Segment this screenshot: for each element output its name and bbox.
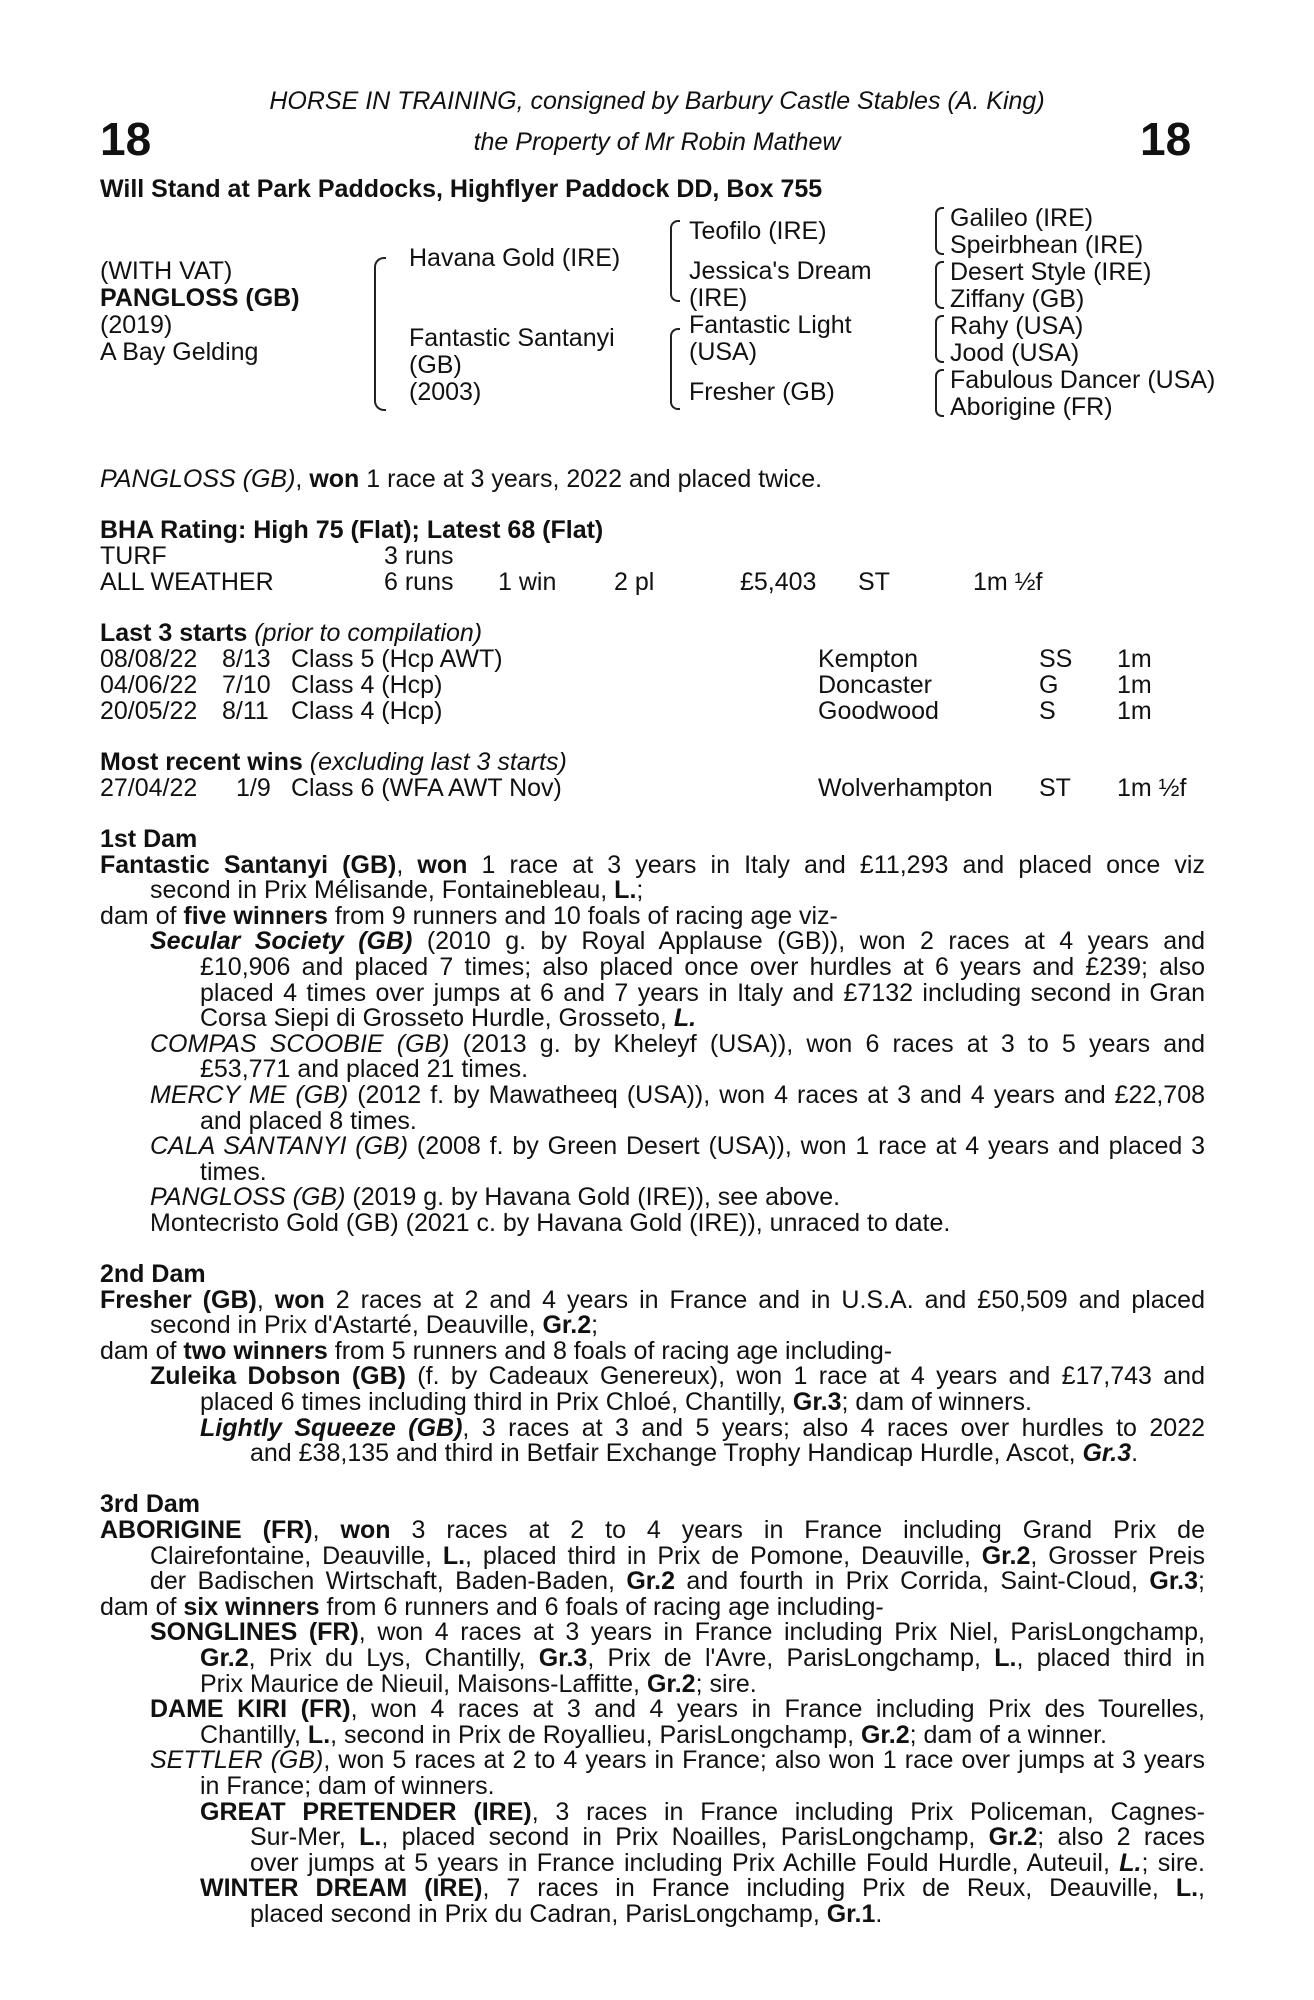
dam-1-line: Fantastic Santanyi (GB), won 1 race at 3 years in Italy and £11,293 and placed once viz	[100, 850, 1205, 879]
progeny-line: CALA SANTANYI (GB) (2008 f. by Green Desert (USA)), won 1 race at 4 years and placed 3	[150, 1132, 1206, 1161]
progeny-line: Sur-Mer, L., placed second in Prix Noailles, ParisLongchamp, Gr.2; also 2 races	[250, 1823, 1206, 1852]
pedigree-brace-3a	[935, 207, 944, 255]
start-distance: 1m	[1117, 645, 1152, 673]
stabling-line: Will Stand at Park Paddocks, Highflyer Paddock DD, Box 755	[100, 175, 823, 203]
pedigree-sire-dam-line-1: Jessica's Dream	[689, 257, 872, 285]
dam-3-line: ABORIGINE (FR), won 3 races at 2 to 4 years in France including Grand Prix de	[100, 1516, 1205, 1545]
pedigree-g3-3: Desert Style (IRE)	[950, 258, 1152, 286]
win-class: Class 6 (WFA AWT Nov)	[291, 774, 562, 802]
last-starts-heading: Last 3 starts (prior to compilation)	[100, 619, 483, 647]
progeny-line: Chantilly, L., second in Prix de Royallieu, ParisLongchamp, Gr.2; dam of a winner.	[200, 1720, 1107, 1749]
progeny-line: Prix Maurice de Nieuil, Maisons-Laffitte, Gr.2; sire.	[200, 1669, 757, 1698]
dam-3-line: Clairefontaine, Deauville, L., placed third in Prix de Pomone, Deauville, Gr.2, Grosser Preis	[150, 1541, 1205, 1570]
progeny-line: and £38,135 and third in Betfair Exchange Trophy Handicap Hurdle, Ascot, Gr.3.	[250, 1439, 1139, 1468]
dam-3-line: der Badischen Wirtschaft, Baden-Baden, Gr.2 and fourth in Prix Corrida, Saint-Cloud, Gr.3;	[150, 1567, 1205, 1596]
lot-number-right: 18	[1140, 113, 1192, 165]
start-going: G	[1039, 671, 1059, 699]
progeny-line: and placed 8 times.	[200, 1106, 417, 1135]
progeny-line: £10,906 and placed 7 times; also placed once over hurdles at 6 years and £239; also	[200, 952, 1205, 981]
progeny-line: Montecristo Gold (GB) (2021 c. by Havana Gold (IRE)), unraced to date.	[150, 1208, 951, 1237]
win-course: Wolverhampton	[818, 774, 993, 802]
horse-name: PANGLOSS (GB)	[100, 284, 300, 312]
progeny-line: GREAT PRETENDER (IRE), 3 races in France including Prix Policeman, Cagnes-	[200, 1797, 1205, 1826]
pedigree-sire-dam-line-2: (IRE)	[689, 284, 748, 312]
start-going: SS	[1039, 645, 1073, 673]
start-date: 04/06/22	[100, 671, 198, 699]
recent-wins-heading: Most recent wins (excluding last 3 starts)	[100, 748, 567, 776]
progeny-line: in France; dam of winners.	[200, 1771, 495, 1800]
horse-description: A Bay Gelding	[100, 338, 259, 366]
progeny-line: placed second in Prix du Cadran, ParisLongchamp, Gr.1.	[250, 1899, 883, 1928]
pedigree-sire-sire: Teofilo (IRE)	[689, 217, 827, 245]
record-aw-placed: 2 pl	[614, 568, 655, 596]
progeny-line: DAME KIRI (FR), won 4 races at 3 and 4 years in France including Prix des Tourelles,	[150, 1695, 1205, 1724]
progeny-line: Secular Society (GB) (2010 g. by Royal Applause (GB)), won 2 races at 4 years and	[150, 927, 1205, 956]
start-course: Doncaster	[818, 671, 932, 699]
dam-3-heading: 3rd Dam	[100, 1490, 201, 1519]
pedigree-sire: Havana Gold (IRE)	[409, 244, 621, 272]
pedigree-dam-line-2: (GB)	[409, 351, 462, 379]
pedigree-dam-sire-line-1: Fantastic Light	[689, 311, 852, 339]
consignor-line: HORSE IN TRAINING, consigned by Barbury Castle Stables (A. King)	[269, 87, 1045, 115]
progeny-line: Zuleika Dobson (GB) (f. by Cadeaux Genereux), won 1 race at 4 years and £17,743 and	[150, 1362, 1205, 1391]
record-aw-wins: 1 win	[498, 568, 557, 596]
win-going: ST	[1039, 774, 1071, 802]
start-position: 7/10	[222, 671, 271, 699]
pedigree-brace-1	[374, 257, 386, 411]
horse-year: (2019)	[100, 311, 173, 339]
dams-section	[100, 827, 1205, 1928]
start-class: Class 4 (Hcp)	[291, 697, 443, 725]
progeny-line: WINTER DREAM (IRE), 7 races in France including Prix de Reux, Deauville, L.,	[200, 1874, 1205, 1903]
record-aw-label: ALL WEATHER	[100, 568, 274, 596]
pedigree-brace-2b	[670, 328, 680, 410]
pedigree-g3-1: Galileo (IRE)	[950, 204, 1094, 232]
start-date: 08/08/22	[100, 645, 198, 673]
progeny-line: Gr.2, Prix du Lys, Chantilly, Gr.3, Prix de l'Avre, ParisLongchamp, L., placed third in	[200, 1644, 1205, 1672]
start-going: S	[1039, 697, 1056, 725]
start-date: 20/05/22	[100, 697, 198, 725]
dam-1-line: second in Prix Mélisande, Fontainebleau, L.;	[150, 876, 644, 905]
progeny-line: placed 6 times including third in Prix Chloé, Chantilly, Gr.3; dam of winners.	[200, 1388, 1032, 1417]
progeny-line: Corsa Siepi di Grosseto Hurdle, Grosseto, L.	[200, 1004, 697, 1033]
progeny-line: £53,771 and placed 21 times.	[200, 1055, 529, 1084]
start-class: Class 5 (Hcp AWT)	[291, 645, 503, 673]
pedigree-brace-2a	[670, 220, 680, 302]
pedigree-g3-4: Ziffany (GB)	[950, 285, 1085, 313]
pedigree-g3-7: Fabulous Dancer (USA)	[950, 366, 1216, 394]
dam-3-line: dam of six winners from 6 runners and 6 foals of racing age including-	[100, 1592, 884, 1621]
pedigree-dam-line-3: (2003)	[409, 378, 482, 406]
start-position: 8/13	[222, 645, 271, 673]
win-position: 1/9	[236, 774, 271, 802]
record-turf-label: TURF	[100, 542, 167, 570]
dam-1-heading: 1st Dam	[100, 825, 198, 853]
progeny-line: over jumps at 5 years in France including Prix Achille Fould Hurdle, Auteuil, L.; sire.	[250, 1848, 1206, 1877]
record-aw-distance: 1m ½f	[973, 568, 1043, 596]
pedigree-brace-3d	[935, 369, 944, 417]
record-aw-going: ST	[858, 568, 890, 596]
progeny-line: Lightly Squeeze (GB), 3 races at 3 and 5 years; also 4 races over hurdles to 2022	[200, 1413, 1205, 1442]
dam-1-line: dam of five winners from 9 runners and 10 foals of racing age viz-	[100, 901, 838, 930]
pedigree-dam-line-1: Fantastic Santanyi	[409, 324, 615, 352]
progeny-line: placed 4 times over jumps at 6 and 7 years in Italy and £7132 including second in Gran	[200, 978, 1205, 1007]
pedigree-g3-2: Speirbhean (IRE)	[950, 231, 1144, 259]
lot-number-left: 18	[100, 113, 152, 165]
pedigree-dam-dam: Fresher (GB)	[689, 378, 835, 406]
win-distance: 1m ½f	[1117, 774, 1187, 802]
progeny-line: COMPAS SCOOBIE (GB) (2013 g. by Kheleyf (USA)), won 6 races at 3 to 5 years and	[150, 1029, 1205, 1058]
pedigree-g3-8: Aborigine (FR)	[950, 393, 1113, 421]
pedigree-g3-6: Jood (USA)	[950, 339, 1080, 367]
progeny-line: times.	[200, 1157, 267, 1186]
start-distance: 1m	[1117, 671, 1152, 699]
progeny-line: SONGLINES (FR), won 4 races at 3 years in France including Prix Niel, ParisLongchamp,	[150, 1618, 1205, 1647]
start-position: 8/11	[222, 697, 269, 725]
progeny-line: MERCY ME (GB) (2012 f. by Mawatheeq (USA)), won 4 races at 3 and 4 years and £22,708	[150, 1080, 1206, 1109]
start-course: Kempton	[818, 645, 919, 673]
record-aw-runs: 6 runs	[384, 568, 454, 596]
pedigree-dam-sire-line-2: (USA)	[689, 338, 758, 366]
pedigree-g3-5: Rahy (USA)	[950, 312, 1084, 340]
win-date: 27/04/22	[100, 774, 198, 802]
race-summary: PANGLOSS (GB), won 1 race at 3 years, 2022 and placed twice.	[100, 465, 823, 493]
vat-status: (WITH VAT)	[100, 257, 233, 285]
record-aw-prize: £5,403	[740, 568, 817, 596]
dam-2-line: Fresher (GB), won 2 races at 2 and 4 years in France and in U.S.A. and £50,509 and placed	[100, 1285, 1205, 1314]
start-class: Class 4 (Hcp)	[291, 671, 443, 699]
record-turf-runs: 3 runs	[384, 542, 454, 570]
dam-2-line: dam of two winners from 5 runners and 8 foals of racing age including-	[100, 1336, 893, 1365]
pedigree-brace-3b	[935, 261, 944, 309]
progeny-line: SETTLER (GB), won 5 races at 2 to 4 years in France; also won 1 race over jumps at 3 years	[150, 1746, 1205, 1775]
dam-2-heading: 2nd Dam	[100, 1260, 206, 1289]
progeny-line: PANGLOSS (GB) (2019 g. by Havana Gold (IRE)), see above.	[150, 1183, 841, 1212]
owner-line: the Property of Mr Robin Mathew	[473, 128, 841, 156]
pedigree-brace-3c	[935, 315, 944, 363]
start-distance: 1m	[1117, 697, 1152, 725]
dam-2-line: second in Prix d'Astarté, Deauville, Gr.2;	[150, 1311, 599, 1340]
start-course: Goodwood	[818, 697, 939, 725]
bha-rating: BHA Rating: High 75 (Flat); Latest 68 (Flat)	[100, 516, 604, 544]
